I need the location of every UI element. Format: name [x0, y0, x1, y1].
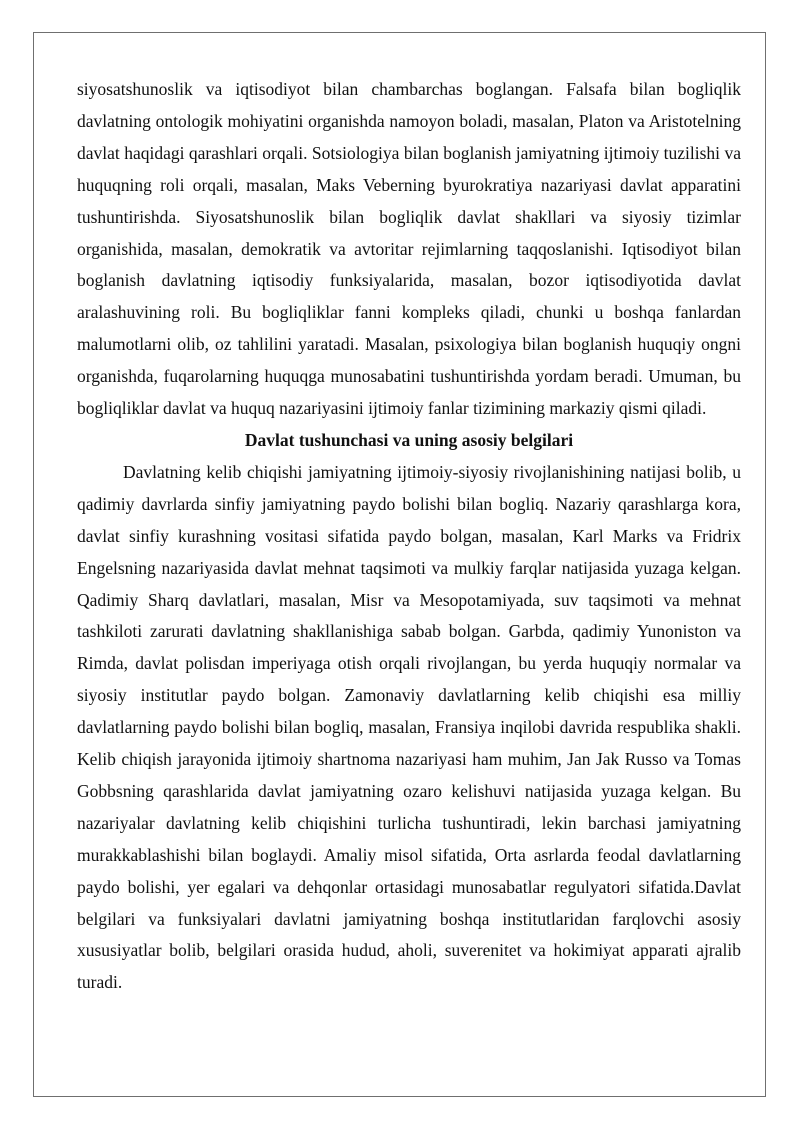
- document-body: [77, 74, 741, 999]
- section-heading: Davlat tushunchasi va uning asosiy belgilari: [244, 429, 574, 450]
- paragraph-2: Davlatning kelib chiqishi jamiyatning ijtimoiy-siyosiy rivojlanishining natijasi bolib, u qadimiy davrlarda sinfiy jamiyatning paydo bolishi bilan bogliq. Nazariy qarashlarga kora, davlat sinfiy kurashning vositasi sifatida paydo bolgan, masalan, Karl Marks va Fridrix Engelsning nazariyasida davlat mehnat taqsimoti va mulkiy farqlar natijasida yuzaga kelgan. Qadimiy Sharq davlatlari, masalan, Misr va Mesopotamiyada, suv taqsimoti va mehnat tashkiloti zarurati davlatning shakllanishiga sabab bolgan. Garbda, qadimiy Yunoniston va Rimda, davlat polisdan imperiyaga otish orqali rivojlangan, bu yerda huquqiy normalar va siyosiy institutlar paydo bolgan. Zamonaviy davlatlarning kelib chiqishi esa milliy davlatlarning paydo bolishi bilan bogliq, masalan, Fransiya inqilobi davrida respublika shakli. Kelib chiqish jarayonida ijtimoiy shartnoma nazariyasi ham muhim, Jan Jak Russo va Tomas Gobbsning qarashlarida davlat jamiyatning ozaro kelishuvi natijasida yuzaga kelgan. Bu nazariyalar davlatning kelib chiqishini turlicha tushuntiradi, lekin barchasi jamiyatning murakkablashishi bilan boglaydi. Amaliy misol sifatida, Orta asrlarda feodal davlatlarning paydo bolishi, yer egalari va dehqonlar ortasidagi munosabatlar regulyatori sifatida.Davlat belgilari va funksiyalari davlatni jamiyatning boshqa institutlaridan farqlovchi asosiy xususiyatlar bolib, belgilari orasida hudud, aholi, suverenitet va hokimiyat apparati ajralib turadi.: [77, 461, 741, 993]
- paragraph-1: siyosatshunoslik va iqtisodiyot bilan chambarchas boglangan. Falsafa bilan bogliqlik davlatning ontologik mohiyatini organishda namoyon boladi, masalan, Platon va Aristotelning davlat haqidagi qarashlari orqali. Sotsiologiya bilan boglanish jamiyatning ijtimoiy tuzilishi va huquqning roli orqali, masalan, Maks Veberning byurokratiya nazariyasi davlat apparatini tushuntirishda. Siyosatshunoslik bilan bogliqlik davlat shakllari va siyosiy tizimlar organishida, masalan, demokratik va avtoritar rejimlarning taqqoslanishi. Iqtisodiyot bilan boglanish davlatning iqtisodiy funksiyalarida, masalan, bozor iqtisodiyotida davlat aralashuvining roli. Bu bogliqliklar fanni kompleks qiladi, chunki u boshqa fanlardan malumotlarni olib, oz tahlilini yaratadi. Masalan, psixologiya bilan boglanish huquqiy ongni organishda, fuqarolarning huquqga munosabatini tushuntirishda yordam beradi. Umuman, bu bogliqliklar davlat va huquq nazariyasini ijtimoiy fanlar tizimining markaziy qismi qiladi.: [77, 79, 741, 419]
